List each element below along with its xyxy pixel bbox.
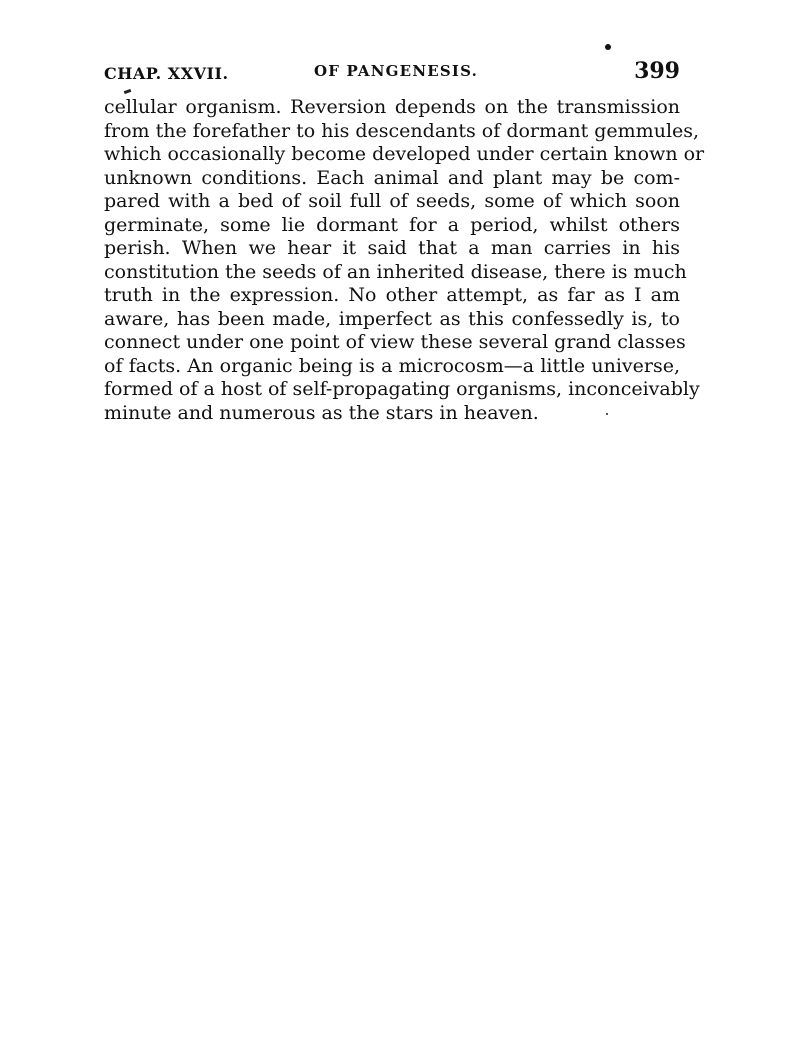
ink-speck bbox=[606, 413, 608, 415]
chapter-label: CHAP. XXVII. bbox=[104, 64, 229, 83]
text-line: formed of a host of self-propagating organisms, inconceivably bbox=[104, 378, 700, 400]
running-title: OF PANGENESIS. bbox=[314, 62, 479, 80]
ink-mark bbox=[124, 89, 132, 94]
text-line: truth in the expression. No other attempt, as far as I am bbox=[104, 284, 680, 306]
page-number: 399 bbox=[634, 58, 680, 84]
text-line: minute and numerous as the stars in heaven. bbox=[104, 401, 539, 424]
text-line: germinate, some lie dormant for a period, whilst others bbox=[104, 213, 680, 236]
text-line: connect under one point of view these several grand classes bbox=[104, 331, 686, 353]
text-line: aware, has been made, imperfect as this confessedly is, to bbox=[104, 307, 680, 330]
text-line: of facts. An organic being is a microcosm—a little universe, bbox=[104, 354, 680, 377]
text-line: cellular organism. Reversion depends on the transmission bbox=[104, 96, 680, 118]
text-line: from the forefather to his descendants of dormant gemmules, bbox=[104, 119, 700, 142]
body-paragraph bbox=[104, 96, 705, 425]
text-line: unknown conditions. Each animal and plant may be com- bbox=[104, 166, 680, 189]
text-line: pared with a bed of soil full of seeds, some of which soon bbox=[104, 190, 680, 212]
text-line: which occasionally become developed under certain known or bbox=[104, 143, 705, 165]
ink-dot bbox=[605, 44, 611, 50]
text-line: constitution the seeds of an inherited disease, there is much bbox=[104, 260, 687, 283]
text-line: perish. When we hear it said that a man carries in his bbox=[104, 237, 680, 259]
running-head bbox=[104, 58, 680, 88]
